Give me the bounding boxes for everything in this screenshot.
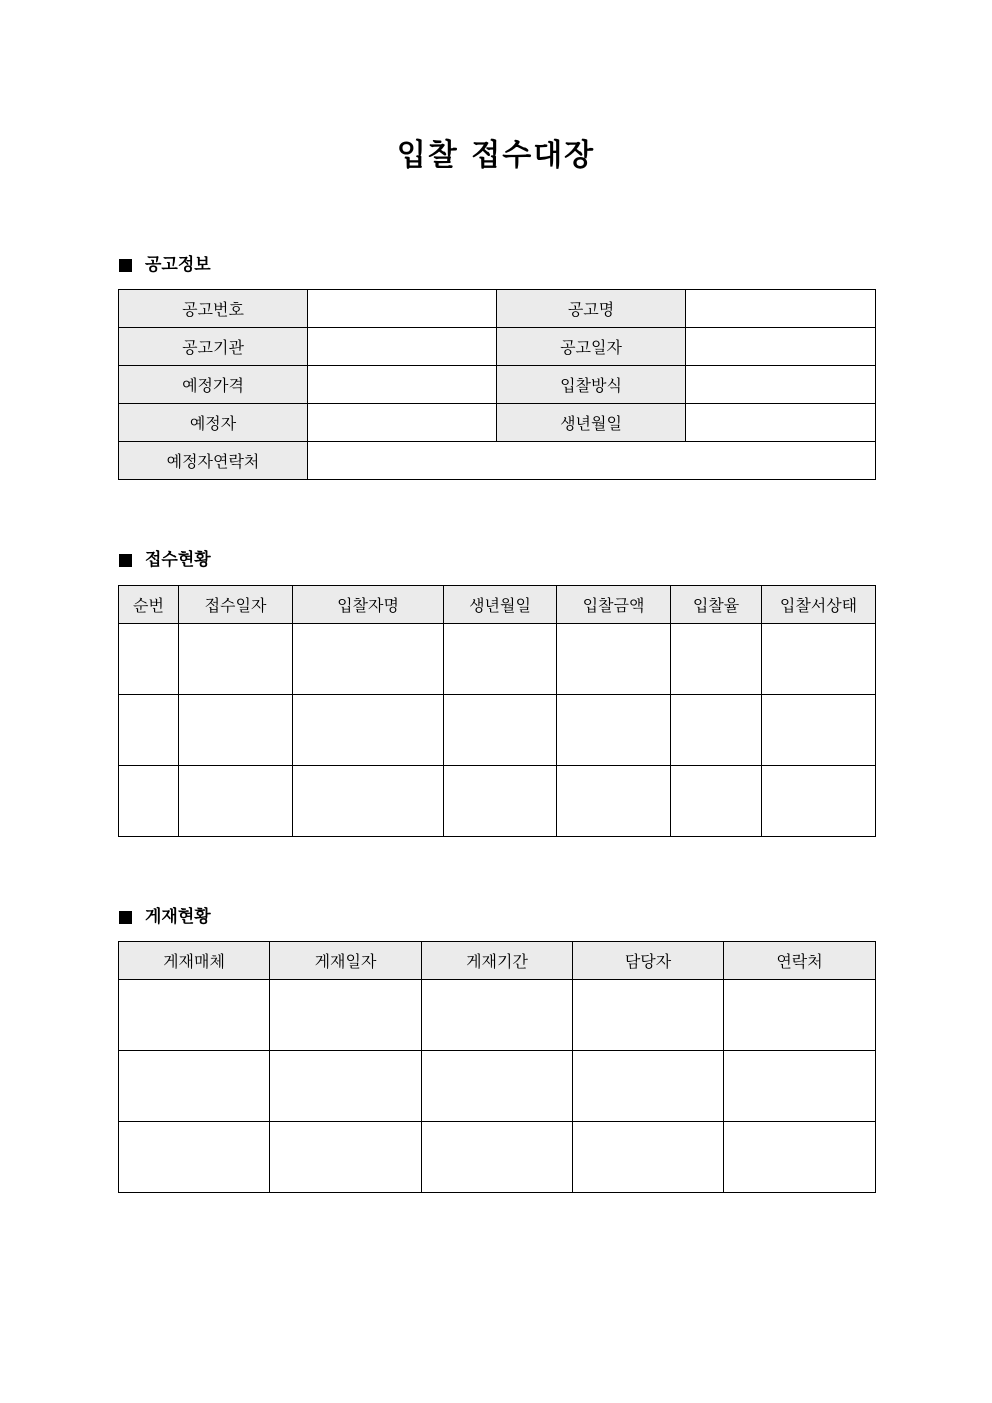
section-heading-posting <box>119 905 211 929</box>
table-row <box>119 980 876 1051</box>
square-bullet-icon <box>119 259 132 272</box>
section-heading-notice <box>119 253 211 277</box>
table-cell[interactable] <box>179 695 293 766</box>
table-row <box>119 766 876 837</box>
column-header: 담당자 <box>573 942 724 980</box>
label-cell: 공고일자 <box>497 328 686 366</box>
value-cell[interactable] <box>308 404 497 442</box>
table-cell[interactable] <box>270 980 422 1051</box>
table-cell[interactable] <box>671 766 762 837</box>
table-cell[interactable] <box>671 695 762 766</box>
table-row <box>119 404 876 442</box>
section-heading-label: 공고정보 <box>145 255 211 275</box>
document-title: 입찰 접수대장 <box>396 138 596 173</box>
column-header: 접수일자 <box>179 586 293 624</box>
table-row <box>119 695 876 766</box>
table-cell[interactable] <box>293 624 444 695</box>
table-cell[interactable] <box>724 1051 876 1122</box>
column-header: 순번 <box>119 586 179 624</box>
square-bullet-icon <box>119 554 132 567</box>
table-cell[interactable] <box>119 624 179 695</box>
table-cell[interactable] <box>179 766 293 837</box>
value-cell[interactable] <box>308 290 497 328</box>
table-row <box>119 1122 876 1193</box>
label-cell: 예정가격 <box>119 366 308 404</box>
table-cell[interactable] <box>573 1122 724 1193</box>
table-cell[interactable] <box>444 695 557 766</box>
label-cell: 입찰방식 <box>497 366 686 404</box>
label-cell: 예정자 <box>119 404 308 442</box>
label-cell: 예정자연락처 <box>119 442 308 480</box>
table-cell[interactable] <box>422 1122 573 1193</box>
table-cell[interactable] <box>179 624 293 695</box>
square-bullet-icon <box>119 911 132 924</box>
table-cell[interactable] <box>270 1122 422 1193</box>
value-cell[interactable] <box>686 404 876 442</box>
table-cell[interactable] <box>119 1122 270 1193</box>
table-cell[interactable] <box>557 624 671 695</box>
table-cell[interactable] <box>119 980 270 1051</box>
table-cell[interactable] <box>293 766 444 837</box>
value-cell[interactable] <box>686 328 876 366</box>
table-row <box>119 1051 876 1122</box>
value-cell[interactable] <box>308 442 876 480</box>
table-cell[interactable] <box>422 1051 573 1122</box>
column-header: 생년월일 <box>444 586 557 624</box>
notice-info-table <box>118 289 876 480</box>
table-cell[interactable] <box>119 695 179 766</box>
table-cell[interactable] <box>119 1051 270 1122</box>
value-cell[interactable] <box>686 366 876 404</box>
column-header: 연락처 <box>724 942 876 980</box>
column-header: 입찰서상태 <box>762 586 876 624</box>
label-cell: 생년월일 <box>497 404 686 442</box>
table-header-row <box>119 942 876 980</box>
table-cell[interactable] <box>573 980 724 1051</box>
column-header: 게재일자 <box>270 942 422 980</box>
table-cell[interactable] <box>762 766 876 837</box>
table-cell[interactable] <box>762 695 876 766</box>
table-cell[interactable] <box>119 766 179 837</box>
table-row <box>119 290 876 328</box>
label-cell: 공고번호 <box>119 290 308 328</box>
section-heading-label: 게재현황 <box>145 907 211 927</box>
table-cell[interactable] <box>573 1051 724 1122</box>
section-heading-label: 접수현황 <box>145 550 211 570</box>
table-cell[interactable] <box>762 624 876 695</box>
column-header: 입찰율 <box>671 586 762 624</box>
table-cell[interactable] <box>557 695 671 766</box>
table-cell[interactable] <box>422 980 573 1051</box>
table-row <box>119 624 876 695</box>
column-header: 게재매체 <box>119 942 270 980</box>
column-header: 게재기간 <box>422 942 573 980</box>
receipt-status-table <box>118 585 876 837</box>
column-header: 입찰자명 <box>293 586 444 624</box>
table-header-row <box>119 586 876 624</box>
table-cell[interactable] <box>557 766 671 837</box>
table-cell[interactable] <box>293 695 444 766</box>
value-cell[interactable] <box>686 290 876 328</box>
table-cell[interactable] <box>270 1051 422 1122</box>
value-cell[interactable] <box>308 366 497 404</box>
table-row <box>119 328 876 366</box>
posting-status-table <box>118 941 876 1193</box>
value-cell[interactable] <box>308 328 497 366</box>
table-row <box>119 442 876 480</box>
table-cell[interactable] <box>444 766 557 837</box>
label-cell: 공고명 <box>497 290 686 328</box>
table-cell[interactable] <box>671 624 762 695</box>
table-cell[interactable] <box>724 1122 876 1193</box>
table-row <box>119 366 876 404</box>
section-heading-receipt <box>119 548 211 572</box>
table-cell[interactable] <box>724 980 876 1051</box>
table-cell[interactable] <box>444 624 557 695</box>
label-cell: 공고기관 <box>119 328 308 366</box>
column-header: 입찰금액 <box>557 586 671 624</box>
